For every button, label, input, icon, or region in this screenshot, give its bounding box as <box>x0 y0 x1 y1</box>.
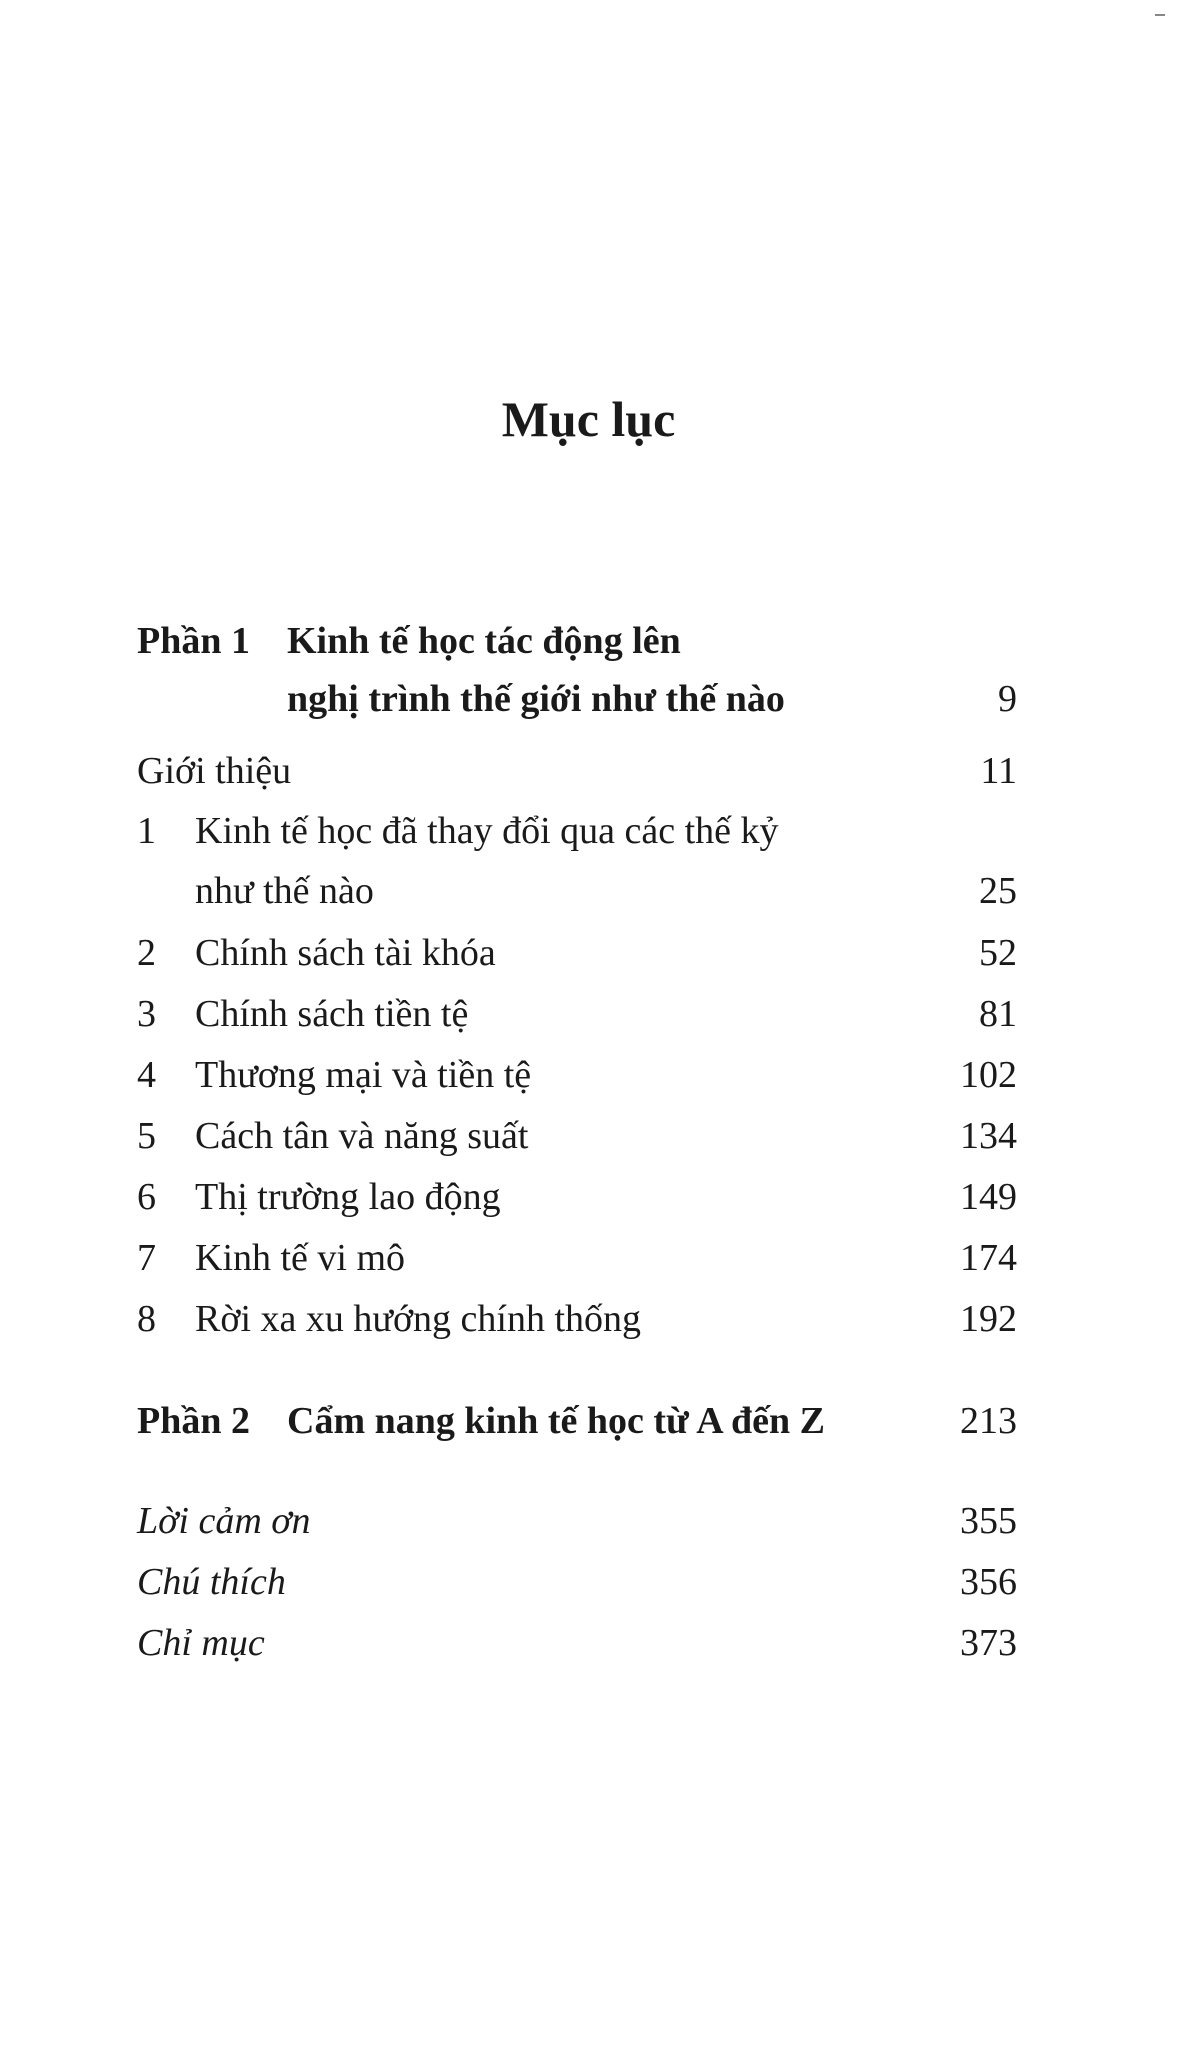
part1-page: 9 <box>998 678 1017 720</box>
chapter-title: Thương mại và tiền tệ <box>195 1054 532 1096</box>
toc-backmatter-item <box>137 1502 1017 1542</box>
backmatter-title: Chú thích <box>137 1561 286 1603</box>
chapter-page: 81 <box>979 993 1017 1035</box>
chapter-title: Kinh tế vi mô <box>195 1237 406 1279</box>
chapter-title: Thị trường lao động <box>195 1176 501 1218</box>
chapter-page: 192 <box>960 1298 1017 1340</box>
backmatter-page: 356 <box>960 1561 1017 1603</box>
toc-chapter-4 <box>137 1056 1017 1096</box>
toc-chapter-2 <box>137 934 1017 974</box>
chapter-title-cont: như thế nào <box>195 870 374 912</box>
toc-chapter-3 <box>137 995 1017 1035</box>
chapter-number: 7 <box>137 1237 156 1279</box>
backmatter-title: Lời cảm ơn <box>137 1500 311 1542</box>
scan-mark <box>1155 14 1165 16</box>
chapter-page: 149 <box>960 1176 1017 1218</box>
toc-chapter-8 <box>137 1300 1017 1340</box>
chapter-page: 174 <box>960 1237 1017 1279</box>
chapter-number: 2 <box>137 932 156 974</box>
chapter-title: Kinh tế học đã thay đổi qua các thế kỷ <box>195 810 779 852</box>
toc-chapter-6 <box>137 1178 1017 1218</box>
toc-intro <box>137 752 1017 792</box>
intro-label: Giới thiệu <box>137 750 292 792</box>
toc-backmatter-item <box>137 1624 1017 1664</box>
chapter-page: 25 <box>979 870 1017 912</box>
chapter-title: Chính sách tiền tệ <box>195 993 469 1035</box>
intro-page: 11 <box>980 750 1017 792</box>
part2-page: 213 <box>960 1400 1017 1442</box>
backmatter-title: Chỉ mục <box>137 1622 265 1664</box>
toc-chapter-5 <box>137 1117 1017 1157</box>
backmatter-page: 373 <box>960 1622 1017 1664</box>
chapter-number: 8 <box>137 1298 156 1340</box>
toc-chapter-1-line1 <box>137 812 1017 852</box>
chapter-number: 5 <box>137 1115 156 1157</box>
chapter-page: 52 <box>979 932 1017 974</box>
chapter-title: Chính sách tài khóa <box>195 932 496 974</box>
chapter-title: Cách tân và năng suất <box>195 1115 529 1157</box>
chapter-page: 102 <box>960 1054 1017 1096</box>
chapter-title: Rời xa xu hướng chính thống <box>195 1298 642 1340</box>
chapter-number: 4 <box>137 1054 156 1096</box>
chapter-number: 6 <box>137 1176 156 1218</box>
chapter-number: 1 <box>137 810 156 852</box>
part1-title-line1: Kinh tế học tác động lên <box>287 620 681 662</box>
toc-chapter-7 <box>137 1239 1017 1279</box>
part1-label: Phần 1 <box>137 620 250 662</box>
toc-chapter-1-line2 <box>137 872 1017 912</box>
toc-part1-line1 <box>137 622 1017 662</box>
toc-backmatter-item <box>137 1563 1017 1603</box>
part1-title-line2: nghị trình thế giới như thế nào <box>287 678 785 720</box>
toc-part2 <box>137 1402 1017 1442</box>
chapter-page: 134 <box>960 1115 1017 1157</box>
page-title: Mục lục <box>501 391 676 447</box>
toc-part1-line2 <box>137 680 1017 720</box>
backmatter-page: 355 <box>960 1500 1017 1542</box>
part2-label: Phần 2 <box>137 1400 250 1442</box>
part2-title: Cẩm nang kinh tế học từ A đến Z <box>287 1400 826 1442</box>
chapter-number: 3 <box>137 993 156 1035</box>
